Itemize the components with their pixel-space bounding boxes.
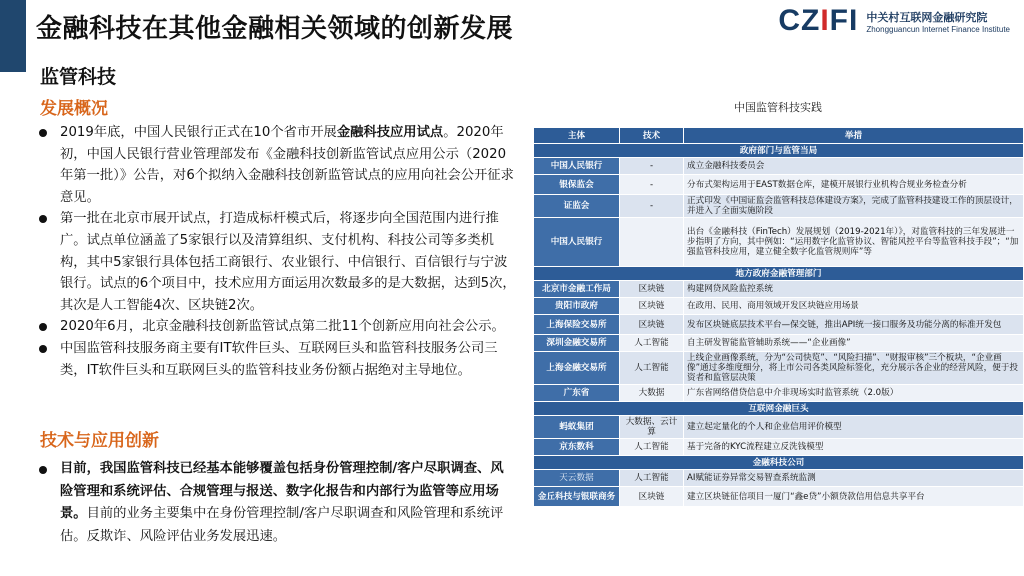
- tech-cell: 大数据、云计算: [620, 416, 684, 439]
- table-row: [534, 352, 1024, 385]
- tech-cell: -: [620, 175, 684, 195]
- action-cell: 构建网贷风险监控系统: [684, 281, 1024, 298]
- group-row-government: 政府部门与监管当局: [534, 144, 1024, 158]
- tech-cell: 区块链: [620, 315, 684, 335]
- entity-cell: 银保监会: [534, 175, 620, 195]
- action-cell: AI赋能证券异常交易智查系统监测: [684, 470, 1024, 487]
- table-row: [534, 385, 1024, 402]
- table-row: [534, 470, 1024, 487]
- table-row: [534, 158, 1024, 175]
- action-cell: 正式印发《中国证监会监管科技总体建设方案》，完成了监管科技建设工作的顶层设计，并进入了全面实施阶段: [684, 195, 1024, 218]
- section-heading-innovation: 技术与应用创新: [40, 431, 159, 451]
- logo-name-cn: 中关村互联网金融研究院: [866, 10, 988, 24]
- bullet-item: 2019年底，中国人民银行正式在10个省市开展金融科技应用试点。2020年初，中国人民银行营业管理部发布《金融科技创新监管试点应用公示（2020年第一批）》公告，对6个拟纳入金融科技创新监管试点的应用向社会公开征求意见。: [36, 122, 516, 208]
- tech-cell: 区块链: [620, 487, 684, 507]
- entity-cell: 深圳金融交易所: [534, 335, 620, 352]
- entity-cell: 上海保险交易所: [534, 315, 620, 335]
- table-header-row: [534, 128, 1024, 144]
- action-cell: 自主研发智能监管辅助系统——“企业画像”: [684, 335, 1024, 352]
- entity-cell: 中国人民银行: [534, 218, 620, 267]
- accent-bar: [0, 0, 26, 72]
- overview-bullets: [36, 122, 516, 381]
- action-cell: 出台《金融科技（FinTech）发展规划（2019-2021年）》，对监管科技的三年发展进一步指明了方向，其中例如：“运用数字化监管协议、智能风控平台等监管科技手段”；“加强监管科技应用，建立健全数字化监管规则库”等: [684, 218, 1024, 267]
- group-row-local-government: 地方政府金融管理部门: [534, 267, 1024, 281]
- table-row: [534, 195, 1024, 218]
- action-cell: 广东省网络借贷信息中介非现场实时监管系统（2.0版）: [684, 385, 1024, 402]
- entity-cell: 上海金融交易所: [534, 352, 620, 385]
- section-heading-overview: 发展概况: [40, 99, 108, 119]
- bullet-item: 第一批在北京市展开试点，打造成标杆模式后，将逐步向全国范围内进行推广。试点单位涵盖了5家银行以及清算组织、支付机构、科技公司等多类机构，其中5家银行具体包括工商银行、农业银行、中信银行、百信银行与宁波银行。试点的6个项目中，技术应用方面运用次数最多的是大数据，达到5次，其次是人工智能4次、区块链2次。: [36, 208, 516, 316]
- table-row: [534, 416, 1024, 439]
- action-cell: 成立金融科技委员会: [684, 158, 1024, 175]
- practice-table: [533, 127, 1024, 507]
- page-title: 金融科技在其他金融相关领域的创新发展: [36, 14, 514, 44]
- tech-cell: -: [620, 158, 684, 175]
- tech-cell: 人工智能: [620, 335, 684, 352]
- entity-cell: 金丘科技与银联商务: [534, 487, 620, 507]
- table-row: [534, 175, 1024, 195]
- action-cell: 上线企业画像系统，分为“公司快览”、“风险扫描”、“财报审核”三个板块，“企业画像”通过多维度细分，将上市公司各类风险标签化，充分展示各企业的经营风险，便于投资者和监管层决策: [684, 352, 1024, 385]
- subject-heading: 监管科技: [40, 66, 117, 88]
- table-row: [534, 439, 1024, 456]
- tech-cell: 区块链: [620, 298, 684, 315]
- col-header-action: 举措: [684, 128, 1024, 144]
- bullet-item: 中国监管科技服务商主要有IT软件巨头、互联网巨头和监管科技服务公司三类，IT软件巨头和互联网巨头的监管科技业务份额占据绝对主导地位。: [36, 338, 516, 381]
- bullet-item: 目前，我国监管科技已经基本能够覆盖包括身份管理控制/客户尽职调查、风险管理和系统评估、合规管理与报送、数字化报告和内部行为监管等应用场景。目前的业务主要集中在身份管理控制/客户尽职调查和风险管理和系统评估。反欺诈、风险评估业务发展迅速。: [36, 458, 516, 548]
- col-header-entity: 主体: [534, 128, 620, 144]
- table-row: [534, 298, 1024, 315]
- table-row: [534, 487, 1024, 507]
- tech-cell: 人工智能: [620, 352, 684, 385]
- tech-cell: 人工智能: [620, 439, 684, 456]
- table-row: [534, 335, 1024, 352]
- tech-cell: 大数据: [620, 385, 684, 402]
- entity-cell: 北京市金融工作局: [534, 281, 620, 298]
- logo-name-en: Zhongguancun Internet Finance Institute: [866, 24, 1010, 34]
- entity-cell: 广东省: [534, 385, 620, 402]
- entity-cell: 天云数据: [534, 470, 620, 487]
- bullet-item: 2020年6月，北京金融科技创新监管试点第二批11个创新应用向社会公示。: [36, 316, 516, 338]
- action-cell: 建立起定量化的个人和企业信用评价模型: [684, 416, 1024, 439]
- entity-cell: 证监会: [534, 195, 620, 218]
- tech-cell: 区块链: [620, 281, 684, 298]
- action-cell: 建立区块链征信项目一厦门“鑫e贷”小额贷款信用信息共享平台: [684, 487, 1024, 507]
- table-caption: 中国监管科技实践: [734, 101, 822, 114]
- tech-cell: 人工智能: [620, 470, 684, 487]
- action-cell: 发布区块链底层技术平台—保交链，推出API统一接口服务及功能分离的标准开发包: [684, 315, 1024, 335]
- action-cell: 分布式架构运用于EAST数据仓库，建模开展银行业机构合规业务检查分析: [684, 175, 1024, 195]
- entity-cell: 蚂蚁集团: [534, 416, 620, 439]
- table-row: [534, 281, 1024, 298]
- action-cell: 在政用、民用、商用领域开发区块链应用场景: [684, 298, 1024, 315]
- tech-cell: [620, 218, 684, 267]
- group-row-fintech-companies: 金融科技公司: [534, 456, 1024, 470]
- entity-cell: 京东数科: [534, 439, 620, 456]
- table-row: [534, 315, 1024, 335]
- innovation-bullets: [36, 458, 516, 548]
- group-row-internet-giants: 互联网金融巨头: [534, 402, 1024, 416]
- col-header-tech: 技术: [620, 128, 684, 144]
- table-row: [534, 218, 1024, 267]
- entity-cell: 中国人民银行: [534, 158, 620, 175]
- logo-mark: CZIFI: [778, 4, 859, 37]
- action-cell: 基于完备的KYC流程建立反洗钱模型: [684, 439, 1024, 456]
- entity-cell: 贵阳市政府: [534, 298, 620, 315]
- institute-logo: [778, 6, 1010, 36]
- tech-cell: -: [620, 195, 684, 218]
